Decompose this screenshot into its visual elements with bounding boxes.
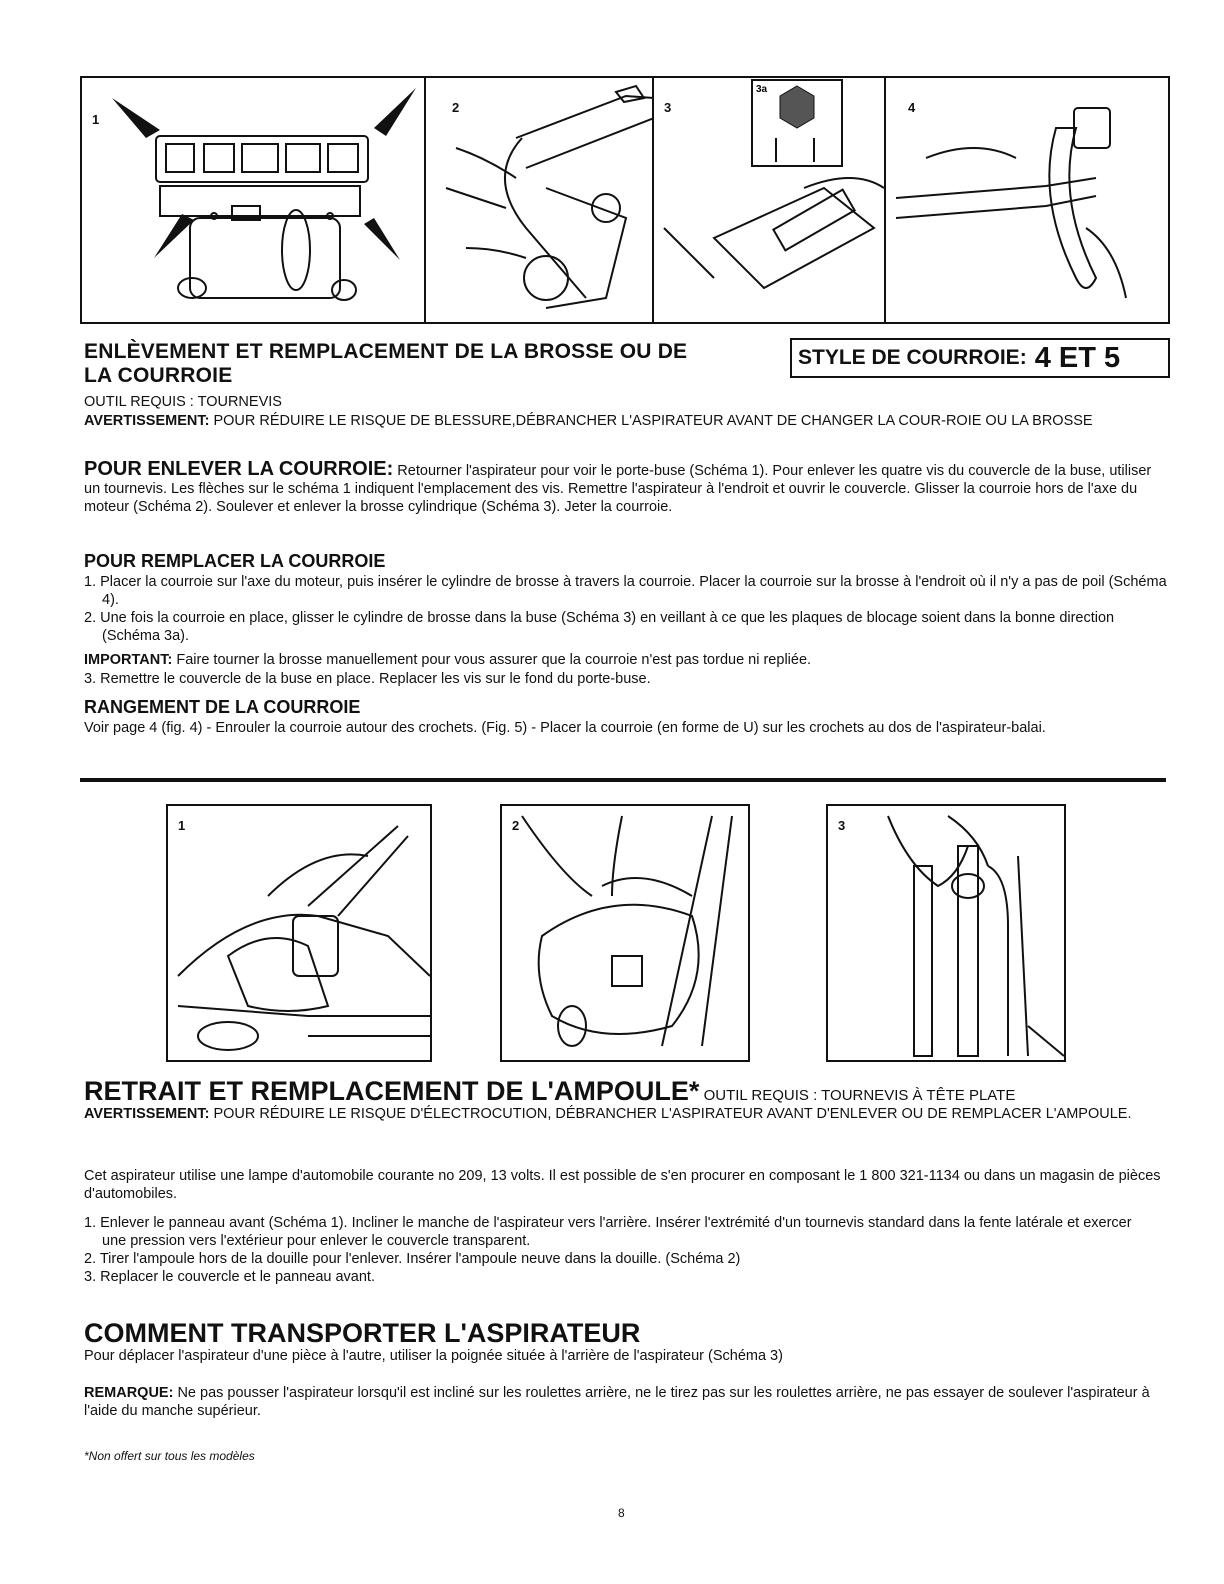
warning-text: POUR RÉDUIRE LE RISQUE D'ÉLECTROCUTION, DÉBRANCHER L'ASPIRATEUR AVANT D'ENLEVER OU DE REMPLACER L'AMPOULE. bbox=[209, 1106, 1132, 1122]
warning-text: POUR RÉDUIRE LE RISQUE DE BLESSURE,DÉBRANCHER L'ASPIRATEUR AVANT DE CHANGER LA COUR-ROIE OU LA BROSSE bbox=[209, 413, 1093, 429]
figure-3-carry-handle bbox=[826, 804, 1066, 1062]
important-label: IMPORTANT: bbox=[84, 652, 173, 668]
figure-4-belt-on-brush bbox=[886, 78, 1168, 322]
list-item: 1. Placer la courroie sur l'axe du moteur, puis insérer le cylindre de brosse à travers la courroie. Placer la courroie sur la brosse à l'endroit où il n'y a pas de poil (Schéma 4). bbox=[84, 574, 1167, 608]
section-divider bbox=[80, 778, 1166, 782]
replace-belt-step-3: 3. Remettre le couvercle de la buse en place. Replacer les vis sur le fond du porte-buse. bbox=[84, 671, 651, 687]
transport-heading: COMMENT TRANSPORTER L'ASPIRATEUR bbox=[84, 1318, 641, 1348]
transport-text: Pour déplacer l'aspirateur d'une pièce à l'autre, utiliser la poignée située à l'arrière de l'aspirateur (Schéma 3) bbox=[84, 1348, 783, 1364]
list-item: 1. Enlever le panneau avant (Schéma 1). Incliner le manche de l'aspirateur vers l'arrière. Insérer l'extrémité d'un tournevis standard dans la fente latérale et exercer une pression vers l'extérieur pour enlever le couvercle transparent. bbox=[84, 1215, 1132, 1249]
front-panel-illustration bbox=[168, 806, 430, 1060]
footnote: *Non offert sur tous les modèles bbox=[84, 1449, 255, 1463]
heading-line-2: LA COURROIE bbox=[84, 364, 233, 387]
figure-2-belt-removal bbox=[426, 78, 654, 322]
replace-belt-heading: POUR REMPLACER LA COURROIE bbox=[84, 551, 386, 571]
carry-handle-illustration bbox=[828, 806, 1064, 1060]
warning-label: AVERTISSEMENT: bbox=[84, 413, 210, 429]
bulb-steps bbox=[84, 1214, 1144, 1286]
figure-strip-top bbox=[80, 76, 1170, 324]
important-note bbox=[84, 651, 1168, 669]
figure-label: 3 bbox=[838, 818, 846, 833]
belt-style-label: STYLE DE COURROIE: bbox=[798, 346, 1027, 369]
figure-label: 4 bbox=[908, 100, 916, 115]
figure-1-front-panel bbox=[166, 804, 432, 1062]
list-item: 2. Tirer l'ampoule hors de la douille pour l'enlever. Insérer l'ampoule neuve dans la douille. (Schéma 2) bbox=[84, 1251, 741, 1267]
replace-belt-steps bbox=[84, 573, 1168, 645]
belt-storage-heading: RANGEMENT DE LA COURROIE bbox=[84, 697, 361, 717]
note-text: Ne pas pousser l'aspirateur lorsqu'il est incliné sur les roulettes arrière, ne le tirez pas sur les roulettes arrière, ne pas essayer de soulever l'aspirateur à l'aide du manche supérieur. bbox=[84, 1385, 1150, 1419]
belt-storage-text: Voir page 4 (fig. 4) - Enrouler la courroie autour des crochets. (Fig. 5) - Placer la courroie (en forme de U) sur les crochets au dos de l'aspirateur-balai. bbox=[84, 720, 1046, 736]
belt-removal-illustration bbox=[426, 78, 654, 322]
bulb-illustration bbox=[502, 806, 748, 1060]
brush-roll-illustration bbox=[654, 78, 886, 322]
figure-label: 2 bbox=[452, 100, 460, 115]
belt-style-box bbox=[790, 338, 1170, 378]
figure-label: 1 bbox=[178, 818, 186, 833]
figure-label: 1 bbox=[92, 112, 100, 127]
figure-label: 3 bbox=[664, 100, 672, 115]
belt-on-brush-illustration bbox=[886, 78, 1168, 322]
belt-style-value: 4 ET 5 bbox=[1034, 341, 1121, 374]
important-text: Faire tourner la brosse manuellement pour vous assurer que la courroie n'est pas tordue ni repliée. bbox=[172, 652, 812, 668]
section-heading-brush-belt bbox=[84, 340, 784, 388]
figure-1-nozzle-underside bbox=[82, 78, 426, 322]
list-item: 3. Replacer le couvercle et le panneau avant. bbox=[84, 1269, 375, 1285]
bulb-intro: Cet aspirateur utilise une lampe d'automobile courante no 209, 13 volts. Il est possible de s'en procurer en composant le 1 800 321-1134 ou dans un magasin de pièces d'automobiles. bbox=[84, 1168, 1161, 1202]
bulb-section-heading: RETRAIT ET REMPLACEMENT DE L'AMPOULE* bbox=[84, 1076, 700, 1106]
warning-label: AVERTISSEMENT: bbox=[84, 1106, 210, 1122]
figure-inset-label: 3a bbox=[756, 84, 768, 95]
remove-belt-paragraph bbox=[84, 460, 1168, 516]
warning-bulb bbox=[84, 1105, 1154, 1123]
transport-note bbox=[84, 1384, 1154, 1420]
remove-belt-label: POUR ENLEVER LA COURROIE: bbox=[84, 458, 394, 480]
nozzle-underside-illustration bbox=[82, 78, 426, 322]
warning-brush bbox=[84, 412, 1154, 430]
heading-line-1: ENLÈVEMENT ET REMPLACEMENT DE LA BROSSE OU DE bbox=[84, 340, 688, 363]
list-item: 2. Une fois la courroie en place, glisser le cylindre de brosse dans la buse (Schéma 3) en veillant à ce que les plaques de blocage soient dans la bonne direction (Schéma 3a). bbox=[84, 610, 1115, 644]
tool-required: OUTIL REQUIS : TOURNEVIS bbox=[84, 394, 282, 410]
figure-label: 2 bbox=[512, 818, 520, 833]
bulb-tool-required: OUTIL REQUIS : TOURNEVIS À TÊTE PLATE bbox=[699, 1087, 1016, 1104]
bulb-section-heading-line bbox=[84, 1076, 1174, 1106]
page-number: 8 bbox=[618, 1506, 625, 1520]
remove-belt-text: Retourner l'aspirateur pour voir le porte-buse (Schéma 1). Pour enlever les quatre vis du couvercle de la buse, utiliser un tournevis. Les flèches sur le schéma 1 indiquent l'emplacement des vis. Remettre l'aspirateur à l'endroit et ouvrir le couvercle. Glisser la courroie hors de l'axe du moteur (Schéma 2). Soulever et enlever la brosse cylindrique (Schéma 3). Jeter la courroie. bbox=[84, 463, 1152, 515]
figure-2-bulb bbox=[500, 804, 750, 1062]
figure-3-brush-roll bbox=[654, 78, 886, 322]
note-label: REMARQUE: bbox=[84, 1385, 174, 1401]
